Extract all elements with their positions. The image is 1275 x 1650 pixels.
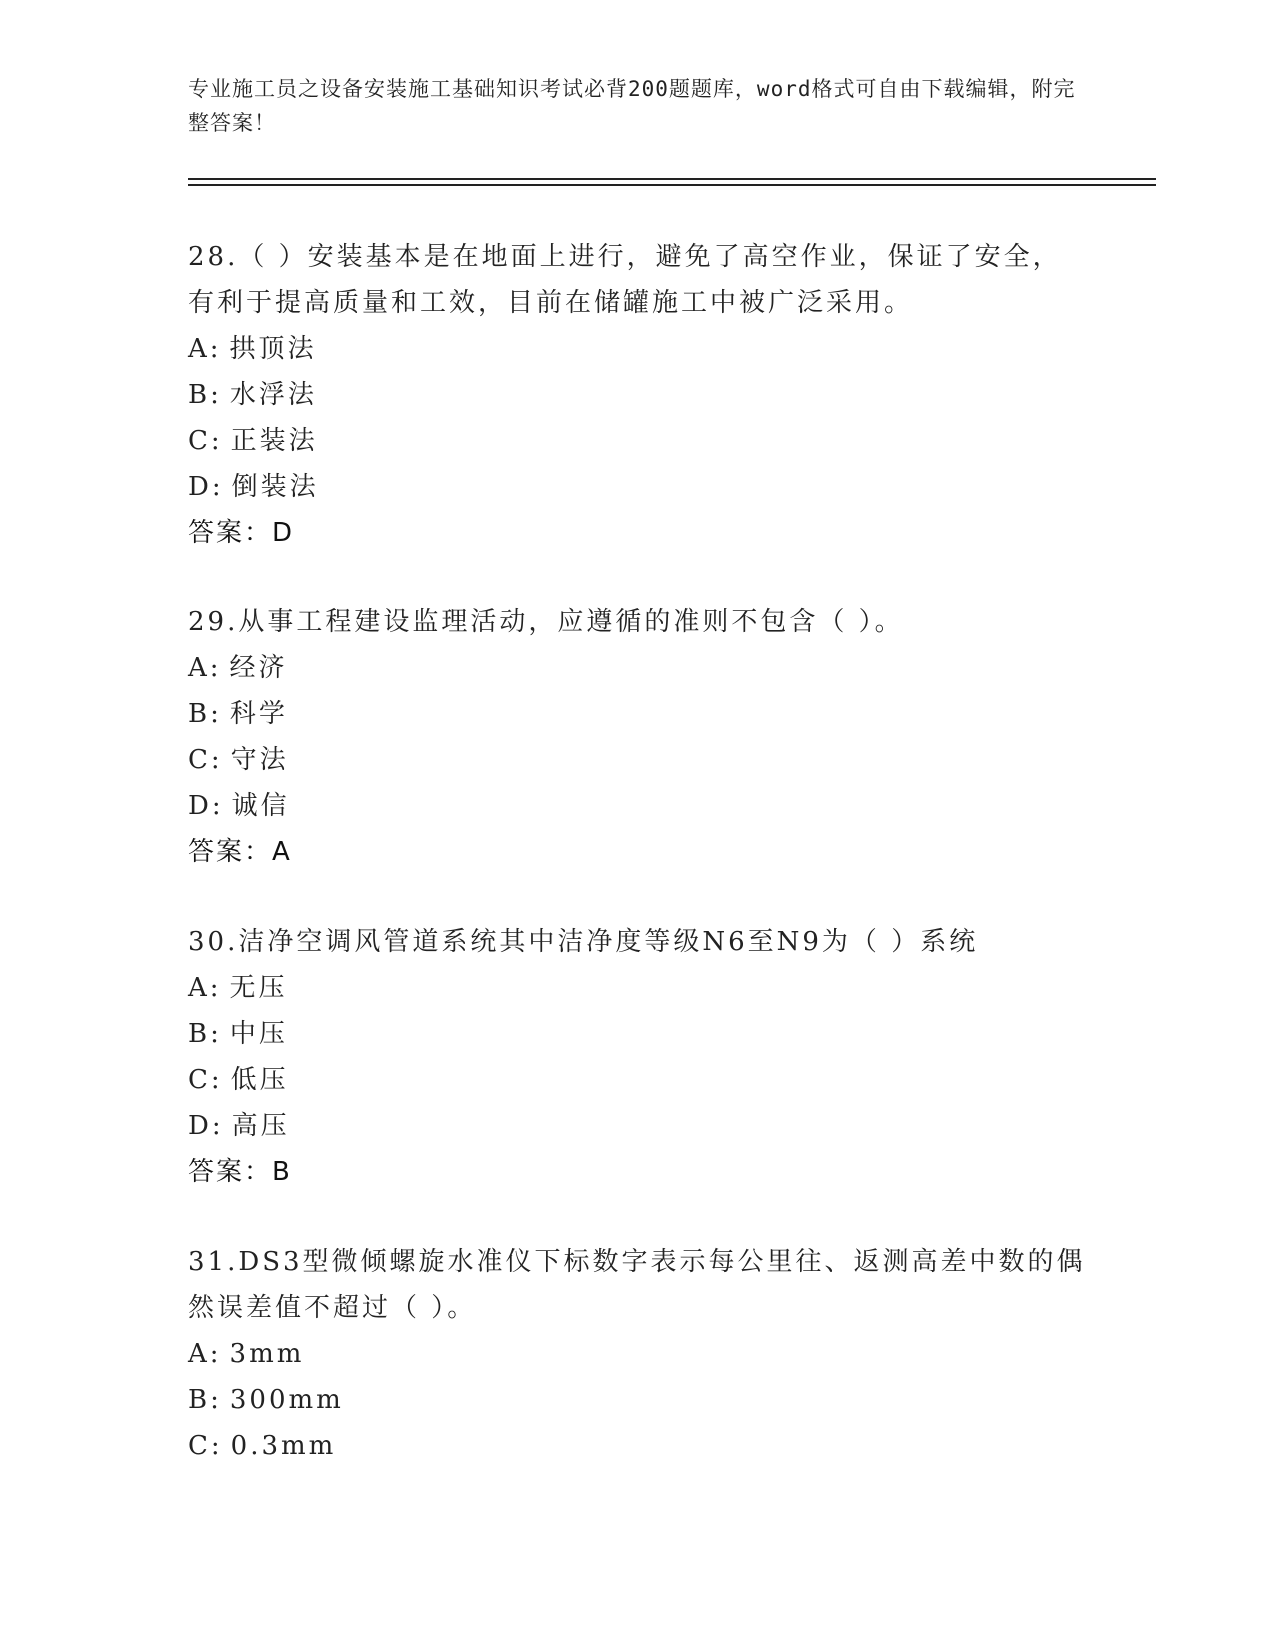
question-block-28 [188,234,1088,556]
option-letter: A: [188,334,222,364]
option-text: 拱顶法 [229,334,317,364]
option-letter: B: [188,1019,222,1049]
option-d [188,1103,1088,1149]
option-text: 守法 [230,745,289,775]
option-letter: A: [188,973,222,1003]
option-letter: C: [188,426,223,456]
document-title: 专业施工员之设备安装施工基础知识考试必背200题题库，word格式可自由下载编辑，附完整答案！ [188,77,1076,135]
question-block-30 [188,919,1088,1195]
option-letter: D: [188,472,224,502]
option-d [188,464,1088,510]
header-divider-bottom [188,184,1156,186]
question-block-31 [188,1239,1088,1469]
option-letter: C: [188,1431,223,1461]
option-b [188,1377,1088,1423]
option-c [188,1057,1088,1103]
option-letter: D: [188,791,224,821]
option-text: 低压 [230,1065,289,1095]
answer-label: 答案：A [188,837,292,867]
option-c [188,737,1088,783]
option-letter: D: [188,1111,224,1141]
option-d [188,783,1088,829]
question-text: 28.（ ）安装基本是在地面上进行，避免了高空作业，保证了安全，有利于提高质量和工效，目前在储罐施工中被广泛采用。 [188,242,1062,318]
question-block-29 [188,599,1088,875]
question-text: 30.洁净空调风管道系统其中洁净度等级N6至N9为（ ）系统 [188,927,979,957]
option-a [188,645,1088,691]
option-text: 科学 [229,699,288,729]
option-text: 无压 [229,973,288,1003]
answer-label: 答案：D [188,518,295,548]
option-text: 水浮法 [229,380,317,410]
option-text: 3mm [229,1339,305,1369]
option-b [188,1011,1088,1057]
option-c [188,418,1088,464]
option-letter: B: [188,380,222,410]
option-text: 0.3mm [230,1431,337,1461]
option-text: 诚信 [231,791,290,821]
option-a [188,1331,1088,1377]
question-text: 31.DS3型微倾螺旋水准仪下标数字表示每公里往、返测高差中数的偶然误差值不超过（ ）。 [188,1247,1086,1323]
option-letter: B: [188,699,222,729]
option-letter: B: [188,1385,222,1415]
option-text: 倒装法 [231,472,319,502]
header-divider-top [188,178,1156,180]
option-a [188,965,1088,1011]
option-b [188,372,1088,418]
option-letter: C: [188,1065,223,1095]
option-text: 正装法 [230,426,318,456]
answer-label: 答案：B [188,1157,292,1187]
option-a [188,326,1088,372]
option-b [188,691,1088,737]
question-text: 29.从事工程建设监理活动，应遵循的准则不包含（ ）。 [188,607,904,637]
option-text: 300mm [229,1385,344,1415]
option-text: 中压 [229,1019,288,1049]
option-letter: A: [188,1339,222,1369]
option-letter: C: [188,745,223,775]
option-c [188,1423,1088,1469]
option-text: 经济 [229,653,288,683]
option-text: 高压 [231,1111,290,1141]
option-letter: A: [188,653,222,683]
